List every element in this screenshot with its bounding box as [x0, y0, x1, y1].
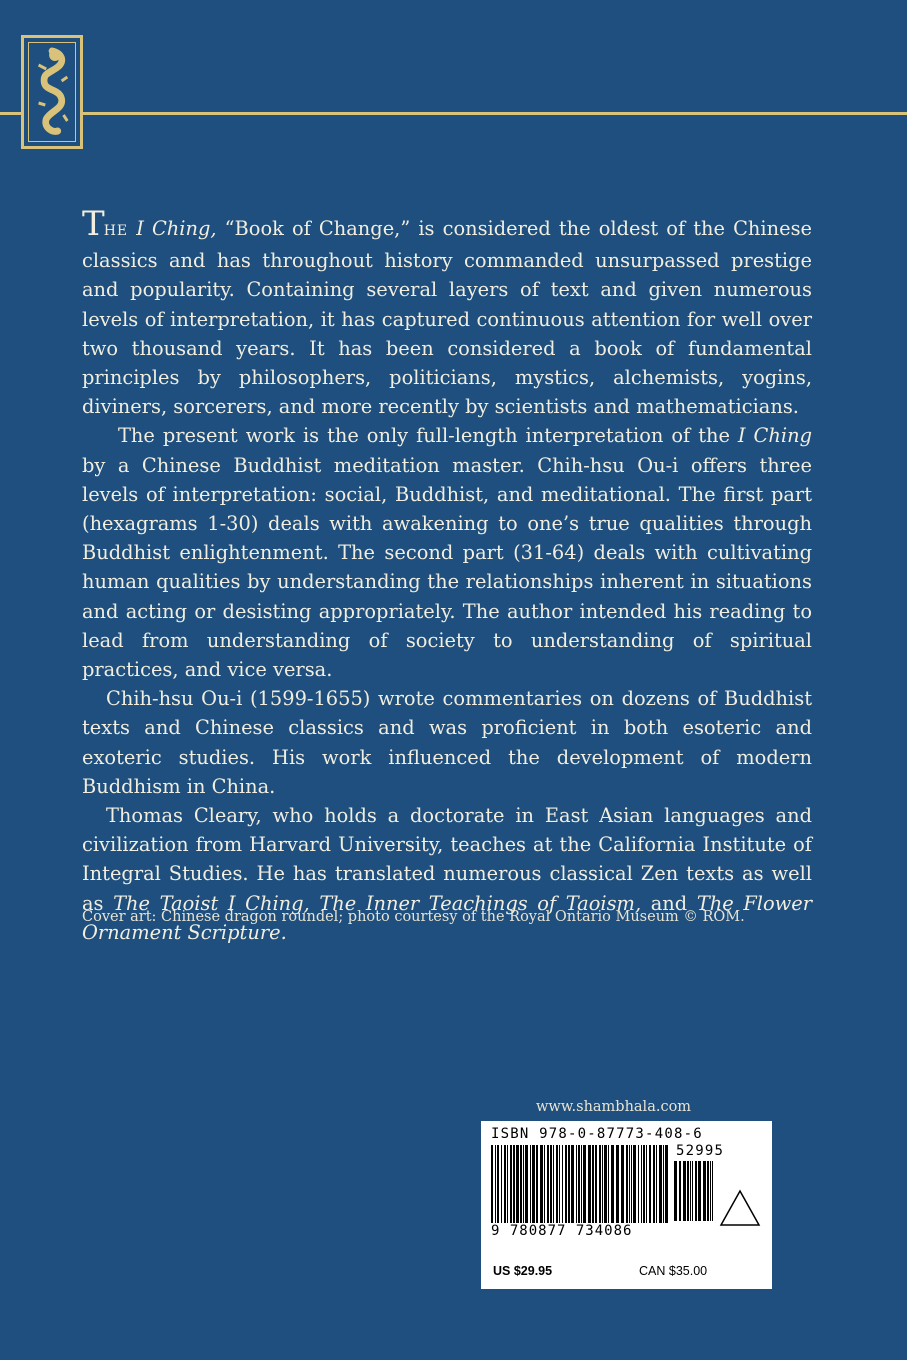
triangle-icon	[719, 1189, 761, 1227]
paragraph-present-work	[82, 421, 812, 684]
book-title: I Ching,	[136, 217, 217, 240]
translated-title: The Flower Ornament Scripture.	[82, 891, 812, 944]
gold-rule	[0, 112, 907, 115]
translator-bio-start: Thomas Cleary, who holds a doctorate in East Asian languages and civilization from Harvard University, teaches at the California Institute of Integral Studies. He has translated numerous classical Zen texts as well as	[82, 804, 812, 915]
conjunction: and	[641, 891, 697, 915]
paragraph-present-work-rest: by a Chinese Buddhist meditation master. Chih-hsu Ou-i offers three levels of interpretation: social, Buddhist, and meditational. The first part (hexagrams 1-30) deals with awakening to one’s true qualities through Buddhist enlightenment. The second part (31-64) deals with cultivating human qualities by understanding the relationships inherent in situations and acting or desisting appropriately. The author intended his reading to lead from understanding of society to understanding of spiritual practices, and vice versa.	[82, 453, 812, 682]
isbn-number: ISBN 978-0-87773-408-6	[491, 1126, 703, 1142]
description-text	[82, 204, 813, 947]
cover-art-credit: Cover art: Chinese dragon roundel; photo courtesy of the Royal Ontario Museum © ROM.	[82, 909, 745, 925]
book-title: I Ching	[737, 424, 812, 448]
dragon-emblem-icon	[21, 35, 83, 149]
us-price: US $29.95	[493, 1264, 553, 1278]
drop-cap: T	[82, 204, 104, 244]
can-price: CAN $35.00	[639, 1264, 708, 1278]
barcode-icon	[491, 1145, 669, 1225]
barcode-digits: 9 780877 734086	[491, 1223, 633, 1239]
paragraph-author-bio: Chih-hsu Ou-i (1599-1655) wrote commentaries on dozens of Buddhist texts and Chinese classics and was proficient in both esoteric and exoteric studies. His work influenced the development of modern Buddhism in China.	[82, 687, 812, 798]
paragraph-intro	[82, 204, 813, 421]
paragraph-intro-text: “Book of Change,” is considered the oldest of the Chinese classics and has throughout history commanded unsurpassed prestige and popularity. Containing several layers of text and given numerous levels of interpretation, it has captured continuous attention for well over two thousand years. It has been considered a book of fundamental principles by philosophers, politicians, mystics, alchemists, yogins, diviners, sorcerers, and more recently by scientists and mathematicians.	[82, 217, 813, 419]
barcode-panel	[481, 1121, 772, 1289]
paragraph-present-work-start: The present work is the only full-length interpretation of the	[118, 424, 738, 448]
translated-titles: The Taoist I Ching, The Inner Teachings of Taoism,	[113, 891, 642, 915]
small-caps-word: HE	[103, 223, 129, 239]
price-code: 52995	[676, 1143, 725, 1159]
price-barcode-icon	[674, 1161, 714, 1221]
publisher-website: www.shambhala.com	[536, 1099, 692, 1115]
